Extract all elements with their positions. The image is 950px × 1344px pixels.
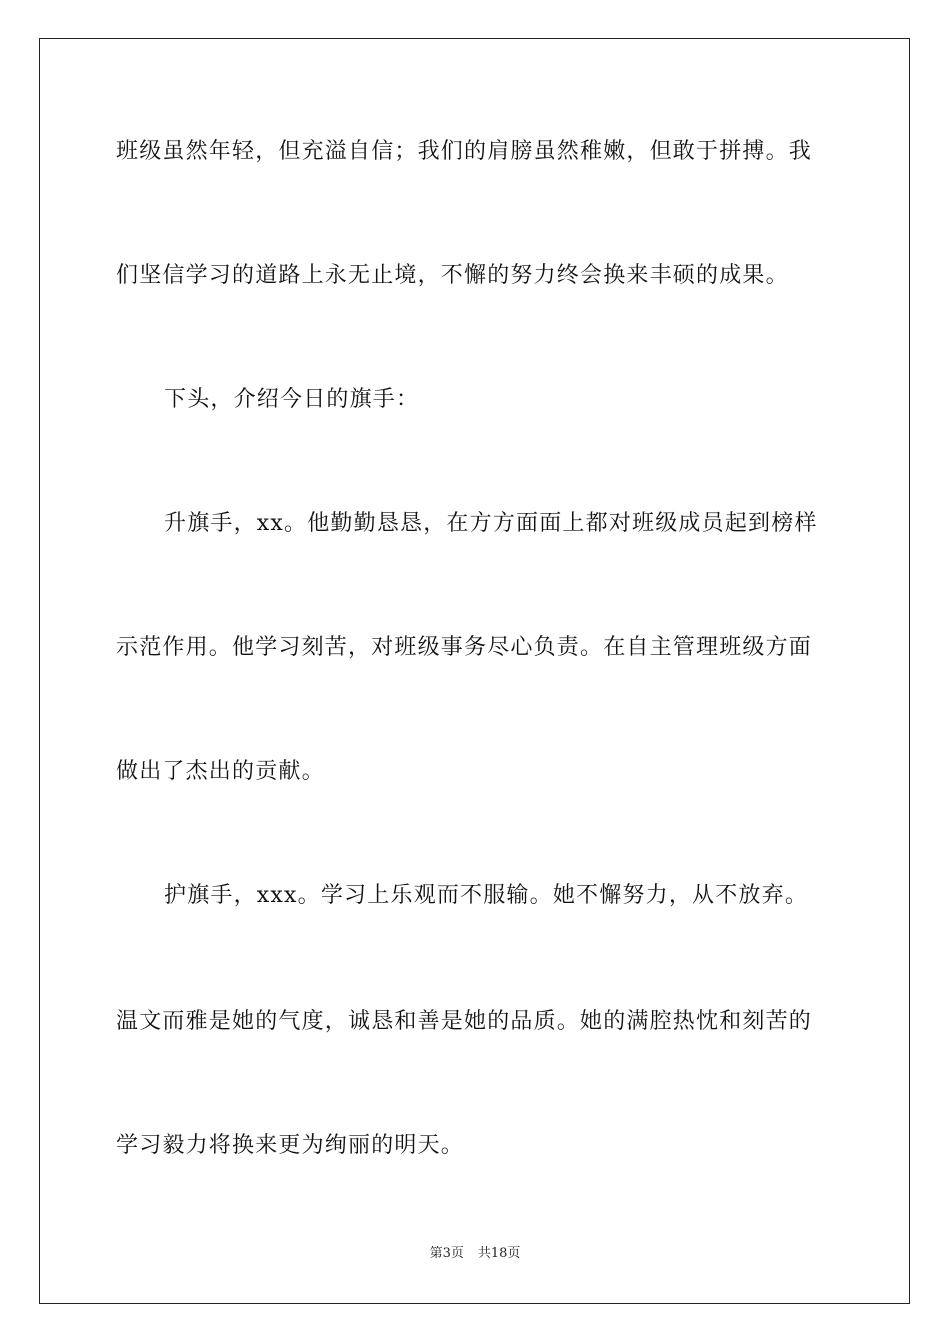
- page-border: [39, 38, 910, 1304]
- body-text-line: 下头，介绍今日的旗手：: [164, 387, 420, 412]
- body-text-line: 升旗手，xx。他勤勤恳恳，在方方面面上都对班级成员起到榜样: [164, 511, 818, 536]
- body-text-line: 们坚信学习的道路上永无止境，不懈的努力终会换来丰硕的成果。: [116, 263, 789, 288]
- body-text-line: 做出了杰出的贡献。: [116, 759, 325, 784]
- page-footer: [0, 1245, 950, 1263]
- body-text-line: 示范作用。他学习刻苦，对班级事务尽心负责。在自主管理班级方面: [116, 635, 813, 660]
- page-total: 共18页: [477, 1246, 521, 1261]
- body-text-line: 班级虽然年轻，但充溢自信；我们的肩膀虽然稚嫩，但敢于拼搏。我: [116, 139, 813, 164]
- body-text-line: 温文而雅是她的气度，诚恳和善是她的品质。她的满腔热忱和刻苦的: [116, 1009, 813, 1034]
- body-text-line: 学习毅力将换来更为绚丽的明天。: [116, 1133, 465, 1158]
- body-text-line: 护旗手，xxx。学习上乐观而不服输。她不懈努力，从不放弃。: [164, 883, 809, 908]
- page-number: 第3页: [429, 1246, 464, 1261]
